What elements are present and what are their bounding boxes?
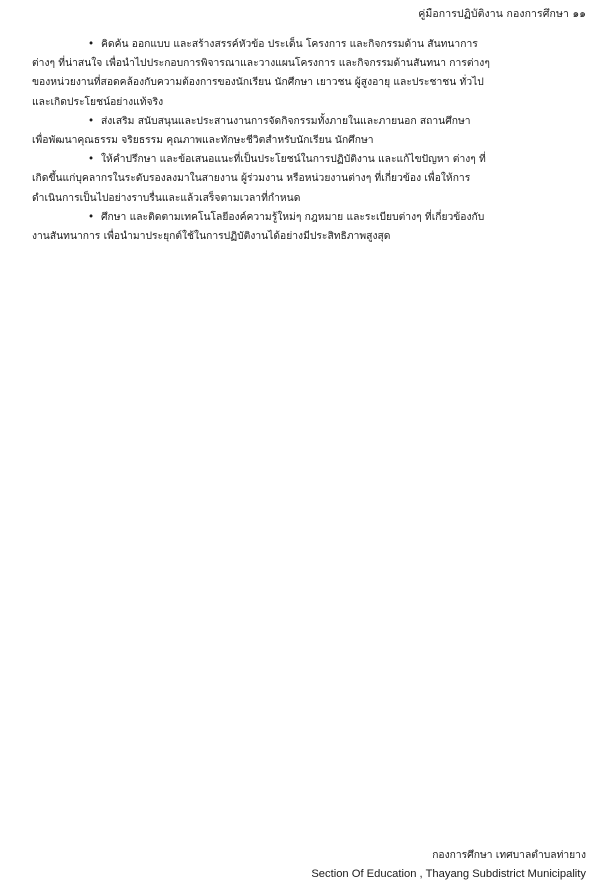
paragraph-text: คิดค้น ออกแบบ และสร้างสรรค์หัวข้อ ประเด็น โครงการ และกิจกรรมด้าน สันทนาการ (101, 38, 478, 50)
paragraph-text: ให้คำปรึกษา และข้อเสนอแนะที่เป็นประโยชน์ในการปฏิบัติงาน และแก้ไขปัญหา ต่างๆ ที่ (101, 153, 486, 166)
paragraph-line (32, 150, 580, 169)
bullet-paragraph-2 (32, 112, 580, 150)
paragraph-line (32, 208, 580, 227)
paragraph-line: และเกิดประโยชน์อย่างแท้จริง (32, 95, 164, 108)
footer-department-thai: กองการศึกษา เทศบาลตำบลท่ายาง (432, 849, 586, 861)
bullet-icon: • (88, 38, 95, 50)
paragraph-line (32, 35, 580, 54)
paragraph-line: เพื่อพัฒนาคุณธรรม จริยธรรม คุณภาพและทักษะชีวิตสำหรับนักเรียน นักศึกษา (32, 134, 374, 147)
bullet-icon: • (88, 210, 95, 223)
paragraph-line: ต่างๆ ที่น่าสนใจ เพื่อนำไปประกอบการพิจารณาและวางแผนโครงการ และกิจกรรมด้านสันทนา การต่างๆ (32, 57, 490, 70)
bullet-paragraph-3 (32, 150, 580, 208)
paragraph-line: ดำเนินการเป็นไปอย่างราบรื่นและแล้วเสร็จตามเวลาที่กำหนด (32, 191, 301, 204)
paragraph-line: เกิดขึ้นแก่บุคลากรในระดับรองลงมาในสายงาน ผู้ร่วมงาน หรือหน่วยงานต่างๆ ที่เกี่ยวข้อง เพื่อให้การ (32, 172, 471, 185)
bullet-paragraph-1 (32, 35, 580, 112)
footer-department-english: Section Of Education , Thayang Subdistrict Municipality (311, 868, 586, 880)
paragraph-text: ส่งเสริม สนับสนุนและประสานงานการจัดกิจกรรมทั้งภายในและภายนอก สถานศึกษา (101, 114, 471, 127)
page-header: คู่มือการปฏิบัติงาน กองการศึกษา ๑๑ (418, 8, 586, 20)
paragraph-line: ของหน่วยงานที่สอดคล้องกับความต้องการของนักเรียน นักศึกษา เยาวชน ผู้สูงอายุ และประชาชน ทั่วไป (32, 76, 484, 89)
paragraph-text: ศึกษา และติดตามเทคโนโลยีองค์ความรู้ใหม่ๆ กฎหมาย และระเบียบต่างๆ ที่เกี่ยวข้องกับ (101, 210, 485, 223)
bullet-paragraph-4 (32, 208, 580, 246)
paragraph-line: งานสันทนาการ เพื่อนำมาประยุกต์ใช้ในการปฏิบัติงานได้อย่างมีประสิทธิภาพสูงสุด (32, 230, 391, 243)
paragraph-line (32, 112, 580, 131)
bullet-icon: • (88, 153, 95, 166)
document-body (32, 35, 580, 246)
bullet-icon: • (88, 114, 95, 127)
